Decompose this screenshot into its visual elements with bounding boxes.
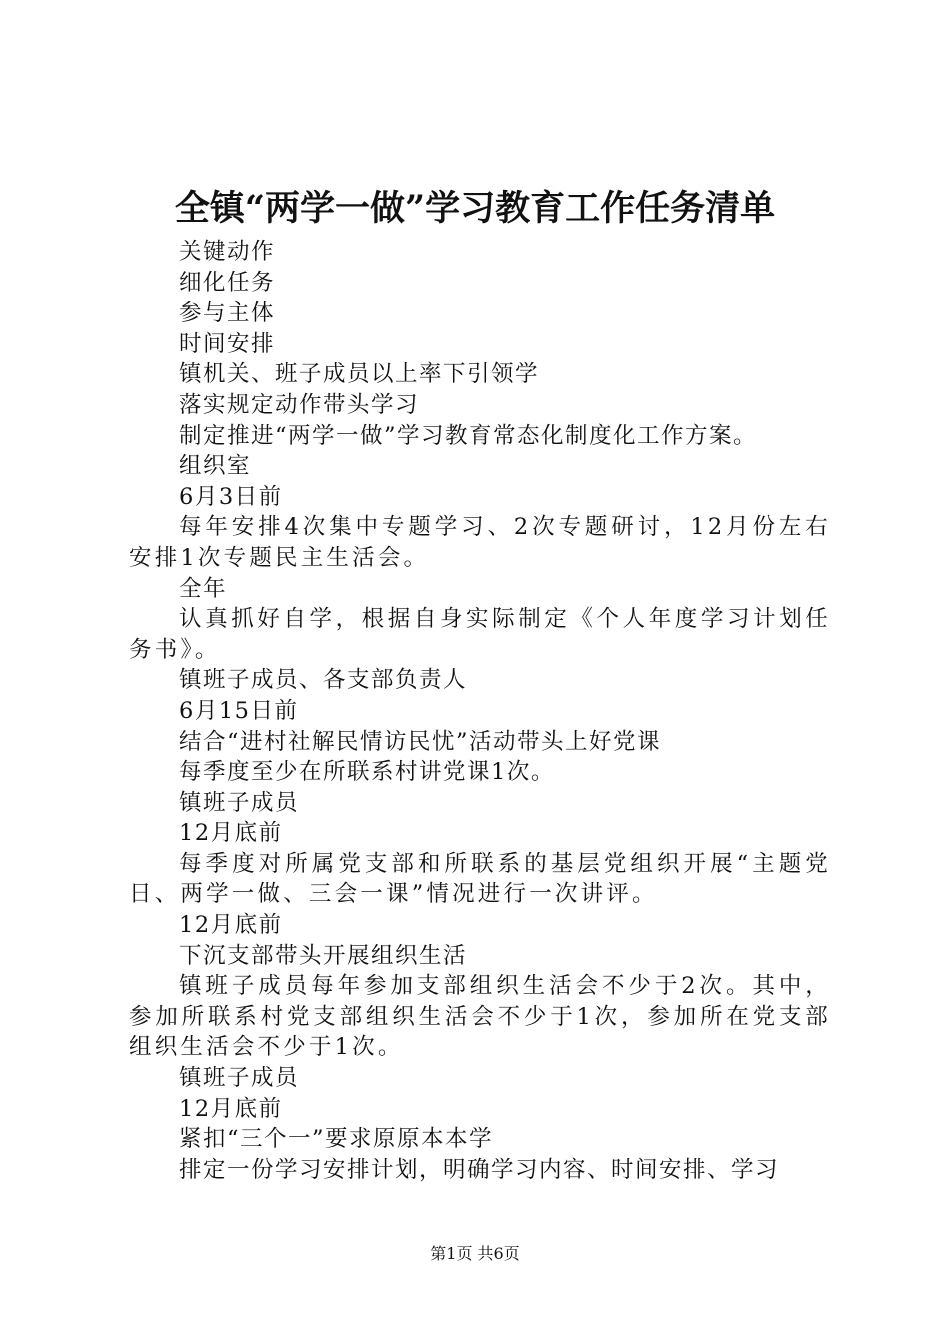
body-line: 每季度至少在所联系村讲党课1次。 bbox=[179, 759, 555, 786]
body-line: 紧扣“三个一”要求原原本本学 bbox=[179, 1126, 494, 1153]
page-footer: 第1页 共6页 bbox=[430, 1244, 520, 1263]
body-paragraph: 每年安排4次集中专题学习、2次专题研讨，12月份左右安排1次专题民主生活会。 bbox=[129, 514, 831, 571]
body-line: 12月底前 bbox=[179, 912, 283, 939]
body-line: 全年 bbox=[179, 575, 228, 602]
body-line: 下沉支部带头开展组织生活 bbox=[179, 942, 468, 969]
document-title: 全镇“两学一做”学习教育工作任务清单 bbox=[174, 188, 776, 229]
body-line: 镇班子成员、各支部负责人 bbox=[179, 667, 468, 694]
body-line: 排定一份学习安排计划，明确学习内容、时间安排、学习 bbox=[179, 1156, 780, 1183]
body-line: 时间安排 bbox=[179, 330, 276, 357]
body-line: 落实规定动作带头学习 bbox=[179, 391, 420, 418]
body-line: 12月底前 bbox=[179, 820, 283, 847]
body-paragraph: 每季度对所属党支部和所联系的基层党组织开展“主题党日、两学一做、三会一课”情况进行一次讲评。 bbox=[129, 850, 831, 908]
body-line: 结合“进村社解民情访民忧”活动带头上好党课 bbox=[179, 728, 662, 755]
body-paragraph: 镇班子成员每年参加支部组织生活会不少于2次。其中，参加所联系村党支部组织生活会不少于1次，参加所在党支部组织生活会不少于1次。 bbox=[129, 973, 831, 1061]
body-line: 6月3日前 bbox=[179, 483, 283, 510]
body-line: 参与主体 bbox=[179, 300, 276, 327]
body-line: 12月底前 bbox=[179, 1095, 283, 1122]
body-paragraph: 认真抓好自学，根据自身实际制定《个人年度学习计划任务书》。 bbox=[129, 606, 831, 663]
document-body bbox=[129, 237, 831, 1185]
body-line: 细化任务 bbox=[179, 269, 276, 296]
body-line: 6月15日前 bbox=[179, 697, 299, 724]
body-line: 制定推进“两学一做”学习教育常态化制度化工作方案。 bbox=[179, 422, 758, 449]
body-line: 组织室 bbox=[179, 453, 252, 480]
body-line: 镇机关、班子成员以上率下引领学 bbox=[179, 361, 540, 388]
body-line: 关键动作 bbox=[179, 239, 276, 265]
body-line: 镇班子成员 bbox=[179, 789, 300, 816]
body-line: 镇班子成员 bbox=[179, 1065, 300, 1092]
